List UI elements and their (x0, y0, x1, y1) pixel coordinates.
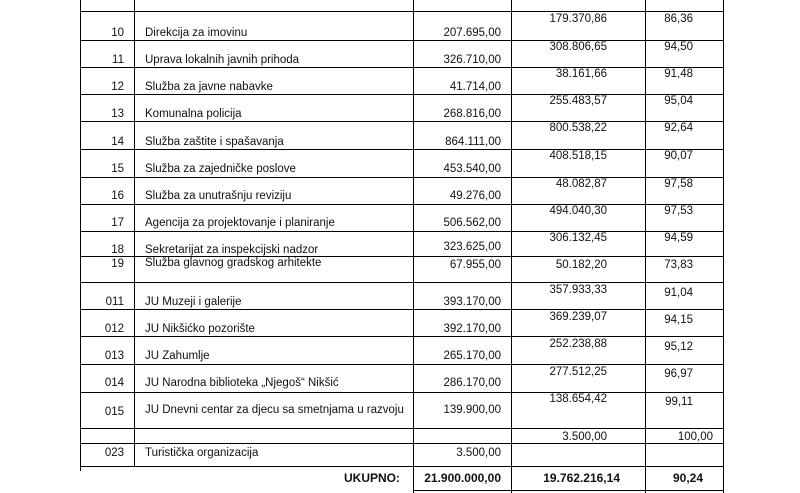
row-exec: 48.082,87 (555, 178, 607, 190)
col-separator (645, 0, 646, 493)
col-separator (413, 0, 414, 493)
row-name: Agencija za projektovanje i planiranje (145, 217, 335, 229)
total-line (413, 490, 724, 491)
row-line (80, 149, 724, 150)
row-line (80, 282, 724, 283)
row-pct: 92,64 (664, 122, 693, 134)
row-plan: 265.170,00 (443, 350, 501, 362)
row-exec: 494.040,30 (549, 205, 607, 217)
row-line (80, 309, 724, 310)
row-number: 12 (111, 81, 124, 93)
row-line (80, 392, 724, 393)
row-name: JU Narodna biblioteka „Njegoš“ Nikšić (145, 377, 339, 389)
row-number: 023 (104, 447, 124, 459)
row-exec: 308.806,65 (549, 41, 607, 53)
table-border-left (80, 0, 81, 471)
row-name: JU Muzeji i galerije (145, 296, 242, 308)
row-line (80, 67, 724, 68)
row-pct: 91,04 (664, 287, 693, 299)
row-number: 015 (104, 406, 124, 418)
row-pct: 100,00 (677, 431, 713, 443)
row-number: 18 (111, 244, 124, 256)
row-exec: 800.538,22 (549, 122, 607, 134)
row-number: 17 (111, 217, 124, 229)
row-pct: 95,12 (664, 341, 693, 353)
row-plan: 207.695,00 (443, 27, 501, 39)
row-plan: 41.714,00 (449, 81, 501, 93)
row-line (80, 94, 724, 95)
row-line (80, 40, 724, 41)
row-plan: 326.710,00 (443, 54, 501, 66)
row-number: 012 (104, 323, 124, 335)
row-number: 11 (112, 54, 124, 66)
row-name: Komunalna policija (145, 108, 242, 120)
table-border-right (723, 0, 724, 493)
row-pct: 99,11 (665, 396, 693, 408)
row-exec: 369.239,07 (549, 311, 607, 323)
row-exec: 38.161,66 (555, 68, 607, 80)
row-number: 14 (111, 136, 124, 148)
row-plan: 323.625,00 (443, 241, 501, 253)
row-name: Služba glavnog gradskog arhitekte (145, 257, 322, 269)
row-name: Sekretarijat za inspekcijski nadzor (145, 244, 319, 256)
row-pct: 97,53 (664, 205, 693, 217)
row-name: Uprava lokalnih javnih prihoda (145, 54, 300, 66)
row-plan: 453.540,00 (443, 163, 501, 175)
row-number: 16 (111, 190, 124, 202)
col-separator (134, 0, 135, 466)
row-line (80, 11, 724, 12)
row-exec: 408.518,15 (549, 150, 607, 162)
row-plan: 67.955,00 (449, 259, 501, 271)
row-name: Služba za unutrašnju reviziju (145, 190, 292, 202)
total-exec: 19.762.216,14 (543, 471, 620, 485)
row-plan: 393.170,00 (443, 296, 501, 308)
row-line (80, 364, 724, 365)
row-name: Turistička organizacija (145, 447, 259, 459)
row-exec: 306.132,45 (549, 232, 607, 244)
row-name: Služba zaštite i spašavanja (145, 136, 284, 148)
row-name: Služba za zajedničke poslove (145, 163, 296, 175)
row-line (80, 336, 724, 337)
row-pct: 94,50 (664, 41, 693, 53)
row-plan: 49.276,00 (449, 190, 501, 202)
row-line (80, 428, 724, 429)
row-number: 10 (111, 27, 124, 39)
row-line (80, 466, 724, 467)
row-plan: 864.111,00 (445, 136, 501, 148)
total-plan: 21.900.000,00 (424, 471, 501, 485)
row-exec: 179.370,86 (549, 13, 607, 25)
row-exec: 252.238,88 (549, 338, 607, 350)
row-exec: 357.933,33 (549, 284, 607, 296)
row-plan: 286.170,00 (443, 377, 501, 389)
row-pct: 91,48 (664, 68, 693, 80)
row-number: 014 (104, 377, 124, 389)
row-line (80, 231, 724, 232)
row-exec: 277.512,25 (549, 366, 607, 378)
row-name: Direkcija za imovinu (145, 27, 248, 39)
total-pct: 90,24 (672, 471, 703, 485)
row-number: 13 (111, 108, 124, 120)
row-pct: 90,07 (664, 150, 693, 162)
row-exec: 50.182,20 (555, 259, 607, 271)
row-exec: 255.483,57 (549, 95, 607, 107)
row-pct: 95,04 (664, 95, 693, 107)
row-plan: 268.816,00 (443, 108, 501, 120)
row-pct: 94,59 (664, 232, 693, 244)
row-line (80, 443, 724, 444)
col-separator (511, 0, 512, 493)
row-pct: 86,36 (664, 13, 693, 25)
row-pct: 96,97 (664, 368, 693, 380)
row-number: 011 (105, 296, 124, 308)
row-plan: 506.562,00 (443, 217, 501, 229)
row-pct: 73,83 (664, 259, 693, 271)
row-plan: 392.170,00 (443, 323, 501, 335)
row-name: JU Nikšićko pozorište (145, 323, 255, 335)
row-pct: 94,15 (664, 314, 693, 326)
row-name: Služba za javne nabavke (145, 81, 273, 93)
row-number: 19 (111, 258, 124, 270)
row-number: 15 (111, 163, 124, 175)
row-name: JU Zahumlje (145, 350, 210, 362)
row-exec: 138.654,42 (549, 393, 607, 405)
row-line (80, 121, 724, 122)
row-line (80, 177, 724, 178)
row-plan: 139.900,00 (443, 404, 501, 416)
row-line (80, 204, 724, 205)
row-exec: 3.500,00 (562, 431, 607, 443)
total-label: UKUPNO: (344, 471, 400, 485)
row-pct: 97,58 (664, 178, 693, 190)
row-plan: 3.500,00 (456, 447, 501, 459)
row-number: 013 (104, 350, 124, 362)
row-name: JU Dnevni centar za djecu sa smetnjama u razvoju (145, 404, 404, 416)
